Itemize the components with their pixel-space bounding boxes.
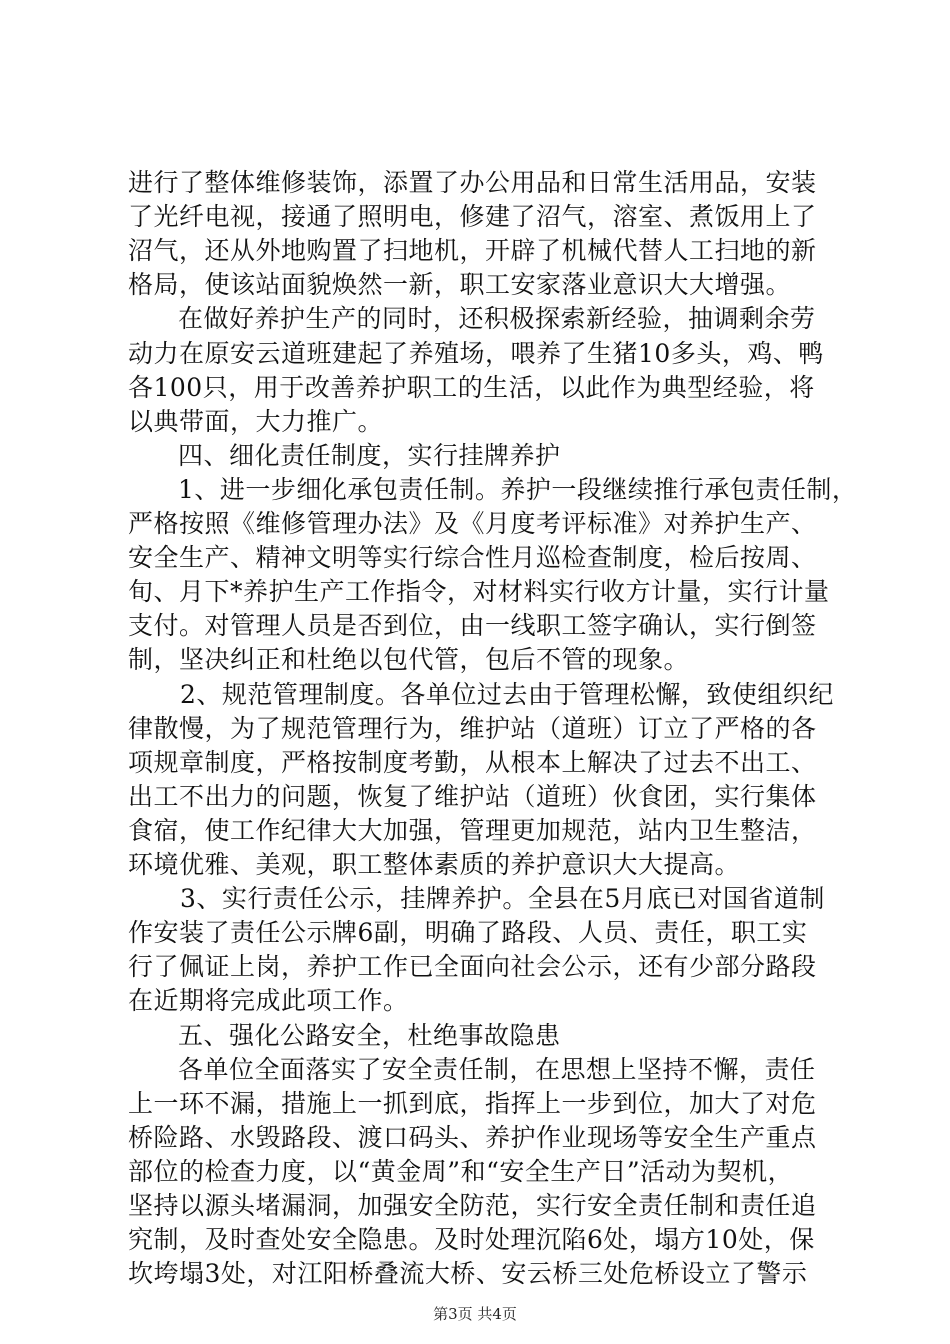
text-line: 2、规范管理制度。各单位过去由于管理松懈，致使组织纪 — [180, 680, 834, 709]
text-line: 在近期将完成此项工作。 — [128, 986, 409, 1015]
text-line: 律散慢，为了规范管理行为，维护站（道班）订立了严格的各 — [128, 714, 817, 743]
text-line: 环境优雅、美观，职工整体素质的养护意识大大提高。 — [128, 850, 741, 879]
page-footer: 第3页 共4页 — [433, 1305, 517, 1323]
text-line: 制，坚决纠正和杜绝以包代管，包后不管的现象。 — [128, 645, 690, 674]
text-line: 旬、月下*养护生产工作指令，对材料实行收方计量，实行计量 — [128, 577, 830, 606]
text-line: 行了佩证上岗，养护工作已全面向社会公示，还有少部分路段 — [128, 952, 817, 981]
text-line: 在做好养护生产的同时，还积极探索新经验，抽调剩余劳 — [178, 304, 816, 333]
text-line: 项规章制度，严格按制度考勤，从根本上解决了过去不出工、 — [128, 748, 817, 777]
section-heading: 五、强化公路安全，杜绝事故隐患 — [178, 1021, 561, 1050]
text-line: 桥险路、水毁路段、渡口码头、养护作业现场等安全生产重点 — [128, 1123, 817, 1152]
text-line: 以典带面，大力推广。 — [128, 407, 384, 436]
text-line: 了光纤电视，接通了照明电，修建了沼气，溶室、煮饭用上了 — [128, 202, 817, 231]
text-line: 部位的检查力度，以“黄金周”和“安全生产日”活动为契机， — [128, 1157, 794, 1186]
text-line: 安全生产、精神文明等实行综合性月巡检查制度，检后按周、 — [128, 543, 817, 572]
text-line: 作安装了责任公示牌6副，明确了路段、人员、责任，职工实 — [128, 918, 808, 947]
text-line: 上一环不漏，措施上一抓到底，指挥上一步到位，加大了对危 — [128, 1089, 817, 1118]
text-line: 究制，及时查处安全隐患。及时处理沉陷6处，塌方10处，保 — [128, 1225, 815, 1254]
text-line: 动力在原安云道班建起了养殖场，喂养了生猪10多头，鸡、鸭 — [128, 339, 824, 368]
text-line: 食宿，使工作纪律大大加强，管理更加规范，站内卫生整洁， — [128, 816, 817, 845]
text-line: 各单位全面落实了安全责任制，在思想上坚持不懈，责任 — [178, 1055, 816, 1084]
text-line: 出工不出力的问题，恢复了维护站（道班）伙食团，实行集体 — [128, 782, 817, 811]
text-line: 坎垮塌3处，对江阳桥叠流大桥、安云桥三处危桥设立了警示 — [128, 1259, 808, 1288]
text-line: 坚持以源头堵漏洞，加强安全防范，实行安全责任制和责任追 — [128, 1191, 817, 1220]
text-line: 支付。对管理人员是否到位，由一线职工签字确认，实行倒签 — [128, 611, 817, 640]
section-heading: 四、细化责任制度，实行挂牌养护 — [178, 441, 561, 470]
text-line: 1、进一步细化承包责任制。养护一段继续推行承包责任制， — [178, 475, 858, 504]
text-line: 沼气，还从外地购置了扫地机，开辟了机械代替人工扫地的新 — [128, 236, 817, 265]
text-line: 严格按照《维修管理办法》及《月度考评标准》对养护生产、 — [128, 509, 817, 538]
text-line: 3、实行责任公示，挂牌养护。全县在5月底已对国省道制 — [180, 884, 825, 913]
text-line: 各100只，用于改善养护职工的生活，以此作为典型经验，将 — [128, 373, 815, 402]
text-line: 格局，使该站面貌焕然一新，职工安家落业意识大大增强。 — [128, 270, 792, 299]
text-line: 进行了整体维修装饰，添置了办公用品和日常生活用品，安装 — [128, 168, 817, 197]
